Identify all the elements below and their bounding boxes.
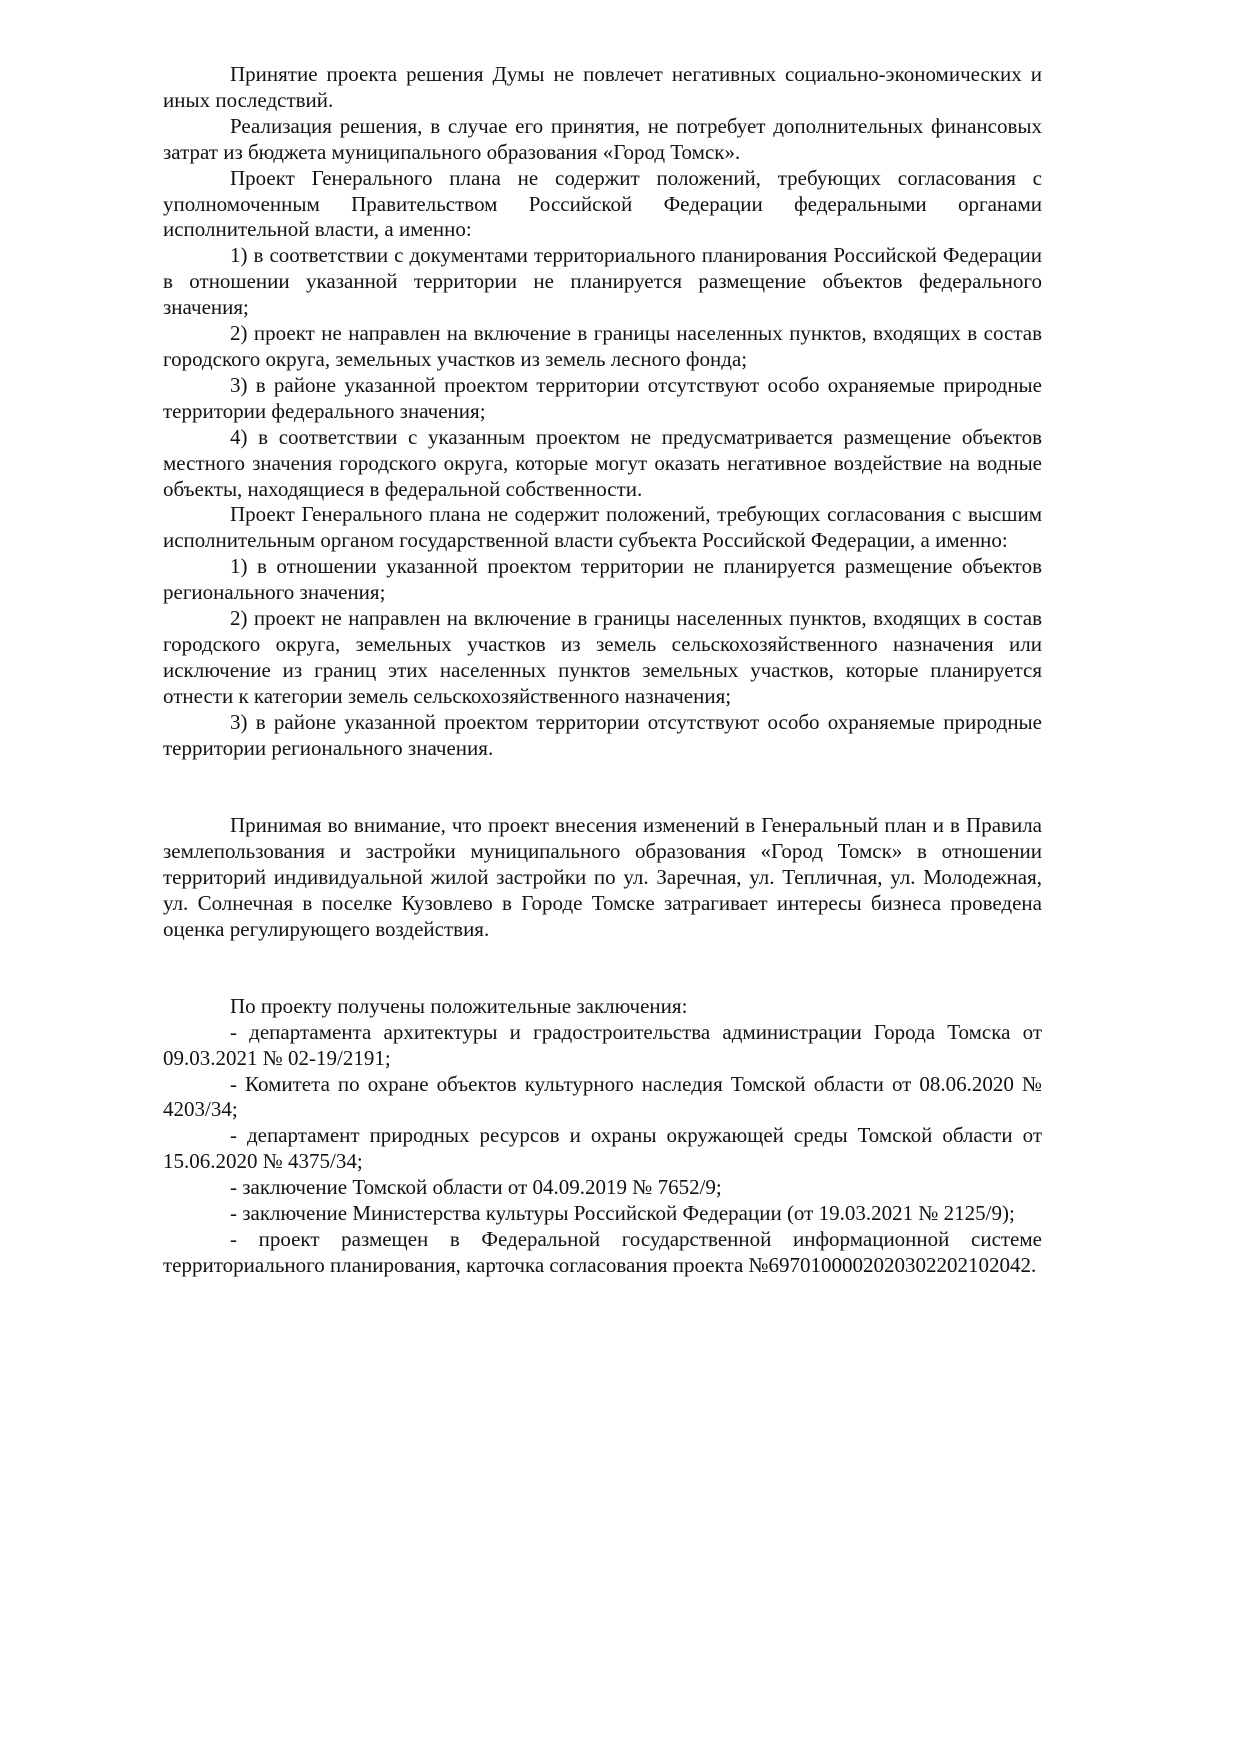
list-item: 2) проект не направлен на включение в границы населенных пунктов, входящих в состав городского округа, земельных участков из земель сельскохозяйственного назначения или исключение из границ этих населенных пунктов земельных участков, которые планируется отнести к категории земель сельскохозяйственного назначения; — [163, 606, 1042, 708]
list-item: - департамента архитектуры и градостроительства администрации Города Томска от 09.03.2021 № 02-19/2191; — [163, 1019, 1042, 1070]
list-item: 3) в районе указанной проектом территории отсутствуют особо охраняемые природные территории регионального значения. — [163, 709, 1042, 760]
paragraph-regulatory-assessment: Принимая во внимание, что проект внесения изменений в Генеральный план и в Правила землепользования и застройки муниципального образования «Город Томск» в отношении территорий индивидуальной жилой застройки по ул. Заречная, ул. Тепличная, ул. Молодежная, ул. Солнечная в поселке Кузовлево в Городе Томске затрагивает интересы бизнеса проведена оценка регулирующего воздействия. — [163, 813, 1042, 941]
paragraph: Принятие проекта решения Думы не повлечет негативных социально-экономических и иных последствий. — [163, 62, 1042, 112]
list-item: - департамент природных ресурсов и охраны окружающей среды Томской области от 15.06.2020 № 4375/34; — [163, 1123, 1042, 1174]
list-item: 2) проект не направлен на включение в границы населенных пунктов, входящих в состав городского округа, земельных участков из земель лесного фонда; — [163, 321, 1042, 371]
paragraph: Реализация решения, в случае его принятия, не потребует дополнительных финансовых затрат из бюджета муниципального образования «Город Томск». — [163, 113, 1042, 164]
list-item: - заключение Томской области от 04.09.2019 № 7652/9; — [230, 1175, 722, 1200]
list-item: 1) в соответствии с документами территориального планирования Российской Федерации в отношении указанной территории не планируется размещение объектов федерального значения; — [163, 243, 1042, 320]
conclusions-heading: По проекту получены положительные заключения: — [230, 993, 688, 1018]
list-item: 3) в районе указанной проектом территории отсутствуют особо охраняемые природные территории федерального значения; — [163, 372, 1042, 423]
paragraph: Проект Генерального плана не содержит положений, требующих согласования с уполномоченным Правительством Российской Федерации федеральными органами исполнительной власти, а именно: — [163, 165, 1042, 242]
document-page — [163, 62, 1042, 1279]
list-item: 4) в соответствии с указанным проектом не предусматривается размещение объектов местного значения городского округа, которые могут оказать негативное воздействие на водные объекты, находящиеся в федеральной собственности. — [163, 424, 1042, 501]
paragraph: Проект Генерального плана не содержит положений, требующих согласования с высшим исполнительным органом государственной власти субъекта Российской Федерации, а именно: — [163, 502, 1042, 553]
list-item: - заключение Министерства культуры Российской Федерации (от 19.03.2021 № 2125/9); — [230, 1201, 1015, 1226]
list-item: - проект размещен в Федеральной государственной информационной системе территориального планирования, карточка согласования проекта №6970100002020302202102042. — [163, 1226, 1042, 1277]
list-item: - Комитета по охране объектов культурного наследия Томской области от 08.06.2020 № 4203/34; — [163, 1071, 1042, 1122]
list-item: 1) в отношении указанной проектом территории не планируется размещение объектов регионального значения; — [163, 554, 1042, 605]
